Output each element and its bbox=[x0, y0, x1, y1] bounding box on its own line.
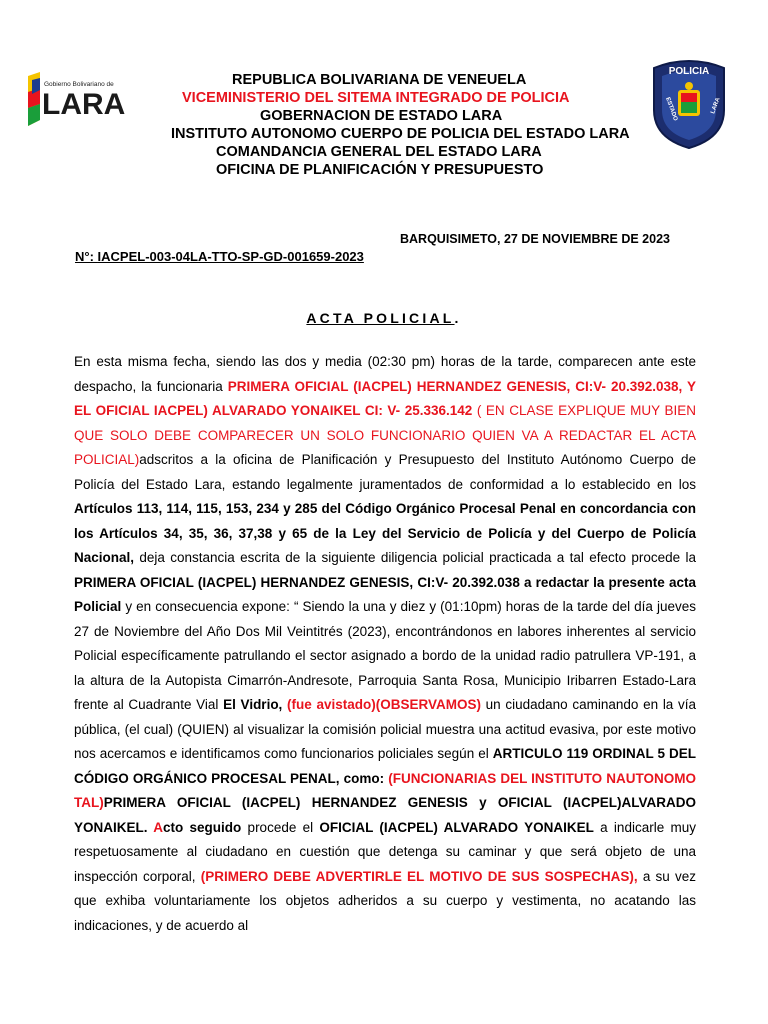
body-segment: PRIMERA OFICIAL (IACPEL) HERNANDEZ GENESIS, CI:V- 20.392.038 a redactar la presente acta Policial bbox=[74, 574, 696, 614]
header-command: COMANDANCIA GENERAL DEL ESTADO LARA bbox=[216, 144, 542, 160]
body-segment: cto seguido bbox=[163, 819, 242, 835]
body-segment: ( EN CLASE EXPLIQUE MUY BIEN QUE SOLO DEBE COMPARECER UN SOLO FUNCIONARIO QUIEN VA A REDACTAR EL ACTA POLICIAL) bbox=[74, 403, 696, 467]
header-republic: REPUBLICA BOLIVARIANA DE VENEUELA bbox=[232, 72, 527, 88]
document-date: BARQUISIMETO, 27 DE NOVIEMBRE DE 2023 bbox=[400, 232, 670, 246]
header-government: GOBERNACION DE ESTADO LARA bbox=[260, 108, 503, 124]
reference-number bbox=[75, 249, 364, 264]
body-segment: PRIMERA OFICIAL (IACPEL) HERNANDEZ GENESIS y OFICIAL (IACPEL)ALVARADO YONAIKEL bbox=[74, 795, 696, 835]
logo-big-text: LARA bbox=[42, 88, 126, 121]
body-segment: A bbox=[153, 819, 164, 835]
body-segment: (fue avistado)(OBSERVAMOS) bbox=[282, 697, 481, 712]
body-segment: y en consecuencia expone: “ Siendo la una y diez y (01:10pm) horas de la tarde del día jueves 27 de Noviembre del Año Dos Mil Veintitrés (2023), encontrándonos en labores inherentes al servicio Policial específicamente patrullando el sector asignado a bordo de la unidad radio patrullera VP-191, a la altura de la Autopista Cimarrón-Andresote, Parroquia Santa Rosa, Municipio Iribarren Estado-Lara frente al Cuadrante Vial bbox=[74, 599, 696, 712]
body-segment: un ciudadano caminando en la vía pública, (el cual) (QUIEN) al visualizar la comisión policial muestra una actitud evasiva, por este motivo nos acercamos e identificamos como funcionarios policiales según el bbox=[74, 697, 697, 761]
body-segment: En esta misma fecha, siendo las dos y media (02:30 pm) horas de la tarde, comparecen ante este despacho, la funcionaria bbox=[74, 354, 696, 394]
body-segment: ARTICULO 119 ORDINAL 5 DEL CÓDIGO ORGÁNICO PROCESAL PENAL, como: bbox=[74, 746, 696, 786]
badge-left-text: ESTADO bbox=[664, 96, 679, 122]
body-segment: a indicarle muy respetuosamente al ciudadano en cuestión que detenga su caminar y que será objeto de una inspección corporal, bbox=[74, 819, 696, 884]
body-segment: adscritos a la oficina de Planificación y Presupuesto del Instituto Autónomo Cuerpo de Policía del Estado Lara, estando legalmente juramentados de conformidad a lo establecido en los bbox=[74, 452, 696, 492]
body-segment: PRIMERA OFICIAL (IACPEL) HERNANDEZ GENESIS, CI:V- 20.392.038, Y EL OFICIAL IACPEL) ALVARADO YONAIKEL CI: V- 25.336.142 bbox=[74, 378, 696, 418]
body-segment: Artículos 113, 114, 115, 153, 234 y 285 del Código Orgánico Procesal Penal en concordancia con los Artículos 34, 35, 36, 37,38 y 65 de la Ley del Servicio de Policía y del Cuerpo de Policía Nacional, bbox=[74, 501, 696, 565]
reference-prefix: N°: bbox=[75, 249, 98, 264]
title-text: ACTA POLICIAL bbox=[306, 310, 455, 326]
logo-small-text: Gobierno Bolivariano de bbox=[44, 81, 114, 88]
acta-body-text bbox=[74, 350, 696, 938]
body-segment: (PRIMERO DEBE ADVERTIRLE EL MOTIVO DE SUS SOSPECHAS), bbox=[200, 868, 638, 884]
body-segment: procede el bbox=[241, 819, 320, 835]
body-segment: deja constancia escrita de la siguiente diligencia policial practicada a tal efecto procede la bbox=[134, 550, 696, 565]
body-segment: OFICIAL (IACPEL) ALVARADO YONAIKEL bbox=[319, 819, 594, 835]
badge-top-text: POLICIA bbox=[668, 66, 710, 77]
document-header bbox=[150, 71, 650, 179]
header-viceministry: VICEMINISTERIO DEL SITEMA INTEGRADO DE POLICIA bbox=[182, 90, 570, 106]
reference-code: IACPEL-003-04LA-TTO-SP-GD-001659-2023 bbox=[97, 249, 364, 264]
body-segment: a su vez que exhiba voluntariamente los objetos adheridos a su cuerpo y vestimenta, no acatando las indicaciones, y de acuerdo al bbox=[74, 868, 696, 933]
header-office: OFICINA DE PLANIFICACIÓN Y PRESUPUESTO bbox=[216, 162, 544, 178]
document-title bbox=[0, 310, 768, 326]
body-segment: . bbox=[143, 819, 154, 835]
title-dot: . bbox=[454, 310, 462, 326]
header-institute: INSTITUTO AUTONOMO CUERPO DE POLICIA DEL ESTADO LARA bbox=[171, 126, 630, 142]
body-segment: (FUNCIONARIAS DEL INSTITUTO NAUTONOMO TAL) bbox=[74, 770, 696, 810]
badge-right-text: LARA bbox=[710, 96, 722, 115]
body-segment: El Vidrio, bbox=[223, 697, 283, 712]
lara-government-logo bbox=[26, 70, 146, 130]
